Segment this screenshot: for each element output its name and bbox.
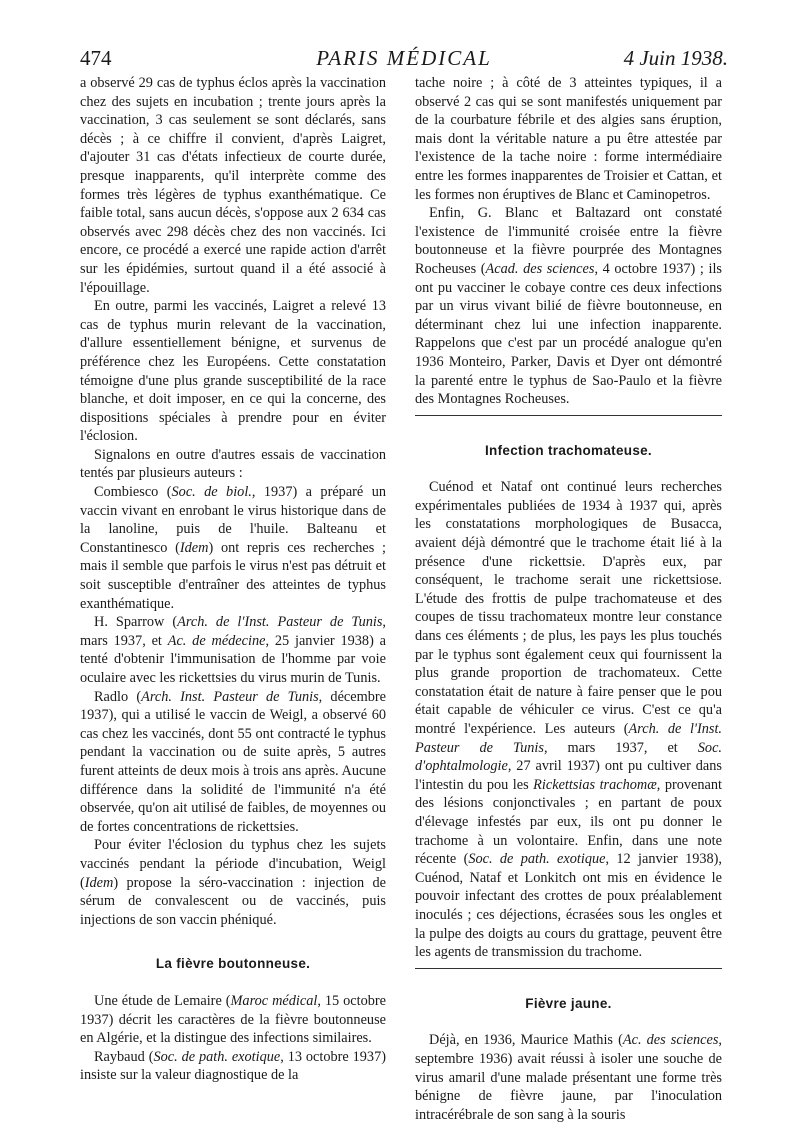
text-run: , décembre 1937), qui a utilisé le vaccin de Weigl, a observé 60 cas chez les vaccinés, dont 55 ont contracté le typhus pendant la vaccination ou de suite après, 5 autres furent atteints de deux mois à trois ans après. Aucune différence dans la solidité de l'immunité n'a été observée, qu'on ait utilisé de faibles, de moyennes ou de fortes concentrations de rickettsies. [80,688,386,835]
text-run: , 13 octobre 1937) insiste sur la valeur diagnostique de la [80,1048,386,1084]
citation: Ac. des sciences [622,1032,719,1049]
citation: Arch. de l'Inst. Pasteur de Tunis [415,721,722,756]
paragraph [80,836,386,929]
issue-date: 4 Juin 1938. [623,46,728,70]
citation: Maroc médical [230,992,318,1009]
text-run: Radlo ( [94,688,142,705]
citation: Acad. des sciences [485,260,595,277]
paragraph: tache noire ; à côté de 3 atteintes typiques, il a observé 2 cas qui se sont manifestés uniquement par de la courbature fébrile et des algies sans éruption, mais dont la véritable nature a pu être attestée par l'existence de la tache noire : forme intermédiaire entre les formes inapparentes de Troisier et Cattan, et les formes non éruptives de Blanc et Caminopetros. [415,75,722,203]
citation: Ac. de médecine [167,632,266,649]
citation: Soc. de path. exotique [468,851,606,868]
text-run: , mars 1937, et [80,614,386,649]
text-run: , mars 1937, et [543,739,698,756]
text-run: Déjà, en 1936, Maurice Mathis ( [429,1032,623,1049]
paragraph [80,688,386,837]
page-header [80,42,728,74]
section-heading-trachomateuse: Infection trachomateuse. [485,442,652,458]
text-run: , 1937) a préparé un vaccin vivant en enrobant le virus historique dans de la lanoline, puis de l'huile. Balteanu et Constantinesco ( [80,484,386,556]
paragraph [415,478,722,961]
right-column [415,74,722,1124]
text-run: , 15 octobre 1937) décrit les caractères de la fièvre boutonneuse en Algérie, et la distingue des infections similaires. [80,992,386,1047]
text-run: , 25 janvier 1938) a tenté d'obtenir l'immunisation de l'homme par voie oculaire avec les rickettsies du virus murin de Tunis. [80,632,387,686]
section-heading-boutonneuse: La fièvre boutonneuse. [155,956,311,972]
text-run: ) propose la séro-vaccination : injection de sérum de convalescent ou de vaccinés, puis injections de son vaccin phéniqué. [80,874,386,928]
citation: Soc. d'ophtalmologie [415,739,722,775]
paragraph: Signalons en outre d'autres essais de vaccination tentés par plusieurs auteurs : [80,446,386,482]
text-run: ) ont repris ces recherches ; mais il semble que parfois le virus n'est pas détruit et soit susceptible d'entraîner des atteintes de typhus exanthématique. [80,539,386,612]
paragraph: a observé 29 cas de typhus éclos après la vaccination chez des sujets en incubation ; trente jours après la vaccination, 3 cas seulement se sont déclarés, sans décès ; à ce chiffre il convient, d'après Laigret, d'ajouter 31 cas d'états infectieux de courte durée, presque inapparents, qu'il interprète comme des formes très légères de typhus exanthématique. Ce faible total, sans aucun décès, s'oppose aux 2 634 cas observés avec 298 décès chez des non vaccinés. Ici encore, ce procédé a exercé une rapide action d'arrêt sur les épidémies, surtout quand il a été associé à l'épouillage. [80,75,386,296]
text-run: Raybaud ( [94,1048,154,1065]
text-run: , provenant des lésions conjonctivales ; en partant de poux d'élevage infestés par eux, ils ont pu donner le trachome à un volontaire. Enfin, dans une note récente ( [415,776,722,868]
text-run: Cuénod et Nataf ont continué leurs recherches expérimentales publiées de 1934 à 1937 qui, après les constatations morphologiques de Busacca, avaient déjà démontré que le trachome était lié à la présence d'une rickettsie. D'après eux, par conséquent, le trachome serait une rickettsiose. L'étude des frottis de pulpe trachomateuse et des coupes de tissu trachomateux montre leur constance dans ces éléments ; de plus, les pays les plus touchés par le typhus sont également ceux qui fournissent la plus grande proportion de trachomateux. Cette constatation était de nature à faire penser que le pou était capable de véhiculer ce virus. C'est ce qu'a montré l'expérience. Les auteurs ( [415,479,722,737]
paragraph [415,204,722,409]
citation: Idem [84,874,114,891]
text-run: , septembre 1936) avait réussi à isoler une souche de virus amaril d'une malade présentant une forme très bénigne de fièvre jaune, par l'inoculation intracérébrale de son sang à la souris [415,1032,722,1123]
text-run: , 12 janvier 1938), Cuénod, Nataf et Lonkitch ont mis en évidence le pouvoir infectant des crottes de poux préalablement inoculés ; ces déjections, écrasées sous les ongles et la pulpe des doigts au cours du grattage, peuvent être les agents de transmission du trachome. [415,851,722,961]
journal-title: PARIS MÉDICAL [316,46,492,70]
text-run: Combiesco ( [94,484,172,501]
citation: Arch. Inst. Pasteur de Tunis [141,688,319,705]
paragraph [80,1048,386,1085]
citation: Arch. de l'Inst. Pasteur de Tunis [177,614,383,631]
citation: Soc. de path. exotique [153,1048,281,1065]
text-run: Enfin, G. Blanc et Baltazard ont constaté l'existence de l'immunité croisée entre la fièvre boutonneuse et la fièvre pourprée des Montagnes Rocheuses ( [415,205,722,277]
citation: Soc. de biol. [171,484,252,501]
text-run: , 4 octobre 1937) ; ils ont pu vacciner le cobaye contre ces deux infections par un virus vivant bilié de fièvre boutonneuse, en déterminant chez lui une infection inapparente. Rappelons que c'est par un procédé analogue qu'en 1936 Monteiro, Parker, Davis et Dyer ont démontré la parenté entre le typhus de Sao-Paulo et la fièvre des Montagnes Rocheuses. [415,260,722,408]
text-run: , 27 avril 1937) ont pu cultiver dans l'intestin du pou les [415,758,722,793]
section-heading-fievre-jaune: Fièvre jaune. [525,995,612,1011]
text-run: Une étude de Lemaire ( [94,992,231,1009]
text-run: Pour éviter l'éclosion du typhus chez les sujets vaccinés pendant la période d'incubation, Weigl ( [80,837,386,891]
paragraph [415,1031,722,1124]
citation: Idem [179,539,209,556]
paragraph [80,613,386,687]
text-run: H. Sparrow ( [94,614,178,631]
paragraph [80,483,386,613]
left-column [80,74,386,1085]
divider [415,415,722,416]
species-name: Rickettsias trachomæ [533,776,657,793]
paragraph [80,992,386,1048]
divider [415,968,722,969]
page-number: 474 [80,46,112,70]
paragraph: En outre, parmi les vaccinés, Laigret a relevé 13 cas de typhus murin relevant de la vaccination, d'allure essentiellement bénigne, et survenus de préférence chez les Européens. Cette constatation témoigne d'une plus grande susceptibilité de la race blanche, et doit imposer, en ce qui la concerne, des dispositions spéciales à prendre pour en éviter l'éclosion. [80,298,386,445]
